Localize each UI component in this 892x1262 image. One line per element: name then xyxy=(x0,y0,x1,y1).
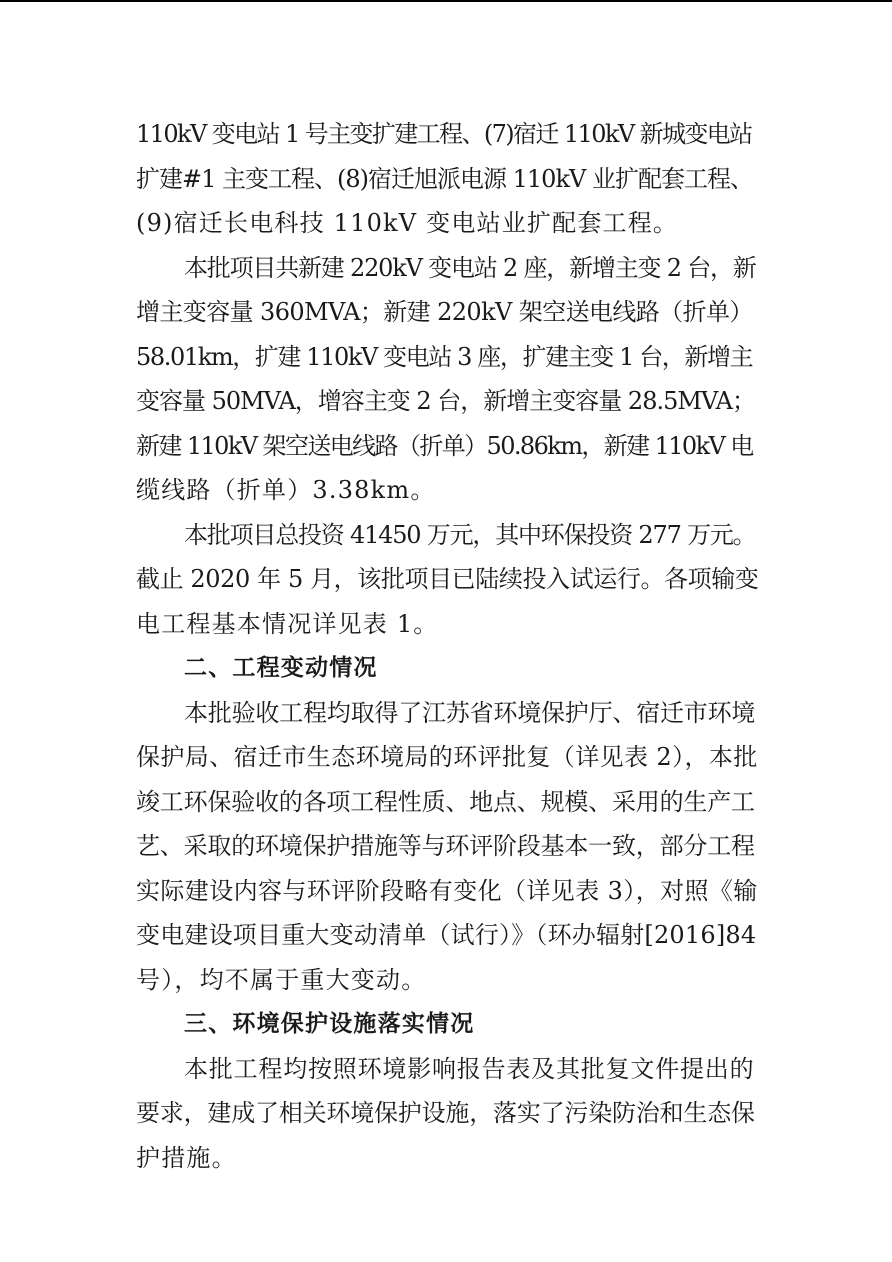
paragraph-line: 保护局、宿迁市生态环境局的环评批复（详见表 2），本批 xyxy=(136,743,758,771)
paragraph-line: 截止 2020 年 5 月，该批项目已陆续投入试运行。各项输变 xyxy=(136,565,759,593)
paragraph-line: 变容量 50MVA，增容主变 2 台，新增主变容量 28.5MVA； xyxy=(136,387,755,415)
paragraph-line: 110kV 变电站 1 号主变扩建工程、(7)宿迁 110kV 新城变电站 xyxy=(136,120,752,148)
section-heading: 三、环境保护设施落实情况 xyxy=(184,1011,475,1037)
paragraph-line: 本批项目总投资 41450 万元，其中环保投资 277 万元。 xyxy=(184,520,756,549)
paragraph-line: 护措施。 xyxy=(136,1143,237,1172)
paragraph-line: 新建 110kV 架空送电线路（折单）50.86km，新建 110kV 电 xyxy=(136,431,753,460)
paragraph-line: 本批验收工程均取得了江苏省环境保护厅、宿迁市环境 xyxy=(184,698,756,727)
paragraph-line: 缆线路（折单）3.38km。 xyxy=(136,476,436,504)
paragraph-line: 58.01km，扩建 110kV 变电站 3 座，扩建主变 1 台，新增主 xyxy=(136,342,753,371)
top-border-line xyxy=(0,0,892,2)
paragraph-line: 本批项目共新建 220kV 变电站 2 座，新增主变 2 台，新 xyxy=(184,253,756,282)
paragraph-line: 艺、采取的环境保护措施等与环评阶段基本一致，部分工程 xyxy=(136,832,755,860)
paragraph-line: 扩建#1 主变工程、(8)宿迁旭派电源 110kV 业扩配套工程、 xyxy=(136,164,753,193)
paragraph-line: (9)宿迁长电科技 110kV 变电站业扩配套工程。 xyxy=(136,209,679,237)
paragraph-line: 要求，建成了相关环境保护设施，落实了污染防治和生态保 xyxy=(136,1099,755,1127)
document-body xyxy=(136,112,758,1180)
paragraph-line: 增主变容量 360MVA；新建 220kV 架空送电线路（折单） xyxy=(136,298,753,326)
paragraph-line: 变电建设项目重大变动清单（试行）》（环办辐射[2016]84 xyxy=(136,921,757,949)
paragraph-line: 电工程基本情况详见表 1。 xyxy=(136,609,439,638)
section-heading: 二、工程变动情况 xyxy=(184,655,378,681)
paragraph-line: 号），均不属于重大变动。 xyxy=(136,965,427,994)
paragraph-line: 本批工程均按照环境影响报告表及其批复文件提出的 xyxy=(184,1054,755,1083)
paragraph-line: 实际建设内容与环评阶段略有变化（详见表 3），对照《输 xyxy=(136,876,758,905)
paragraph-line: 竣工环保验收的各项工程性质、地点、规模、采用的生产工 xyxy=(136,787,755,816)
